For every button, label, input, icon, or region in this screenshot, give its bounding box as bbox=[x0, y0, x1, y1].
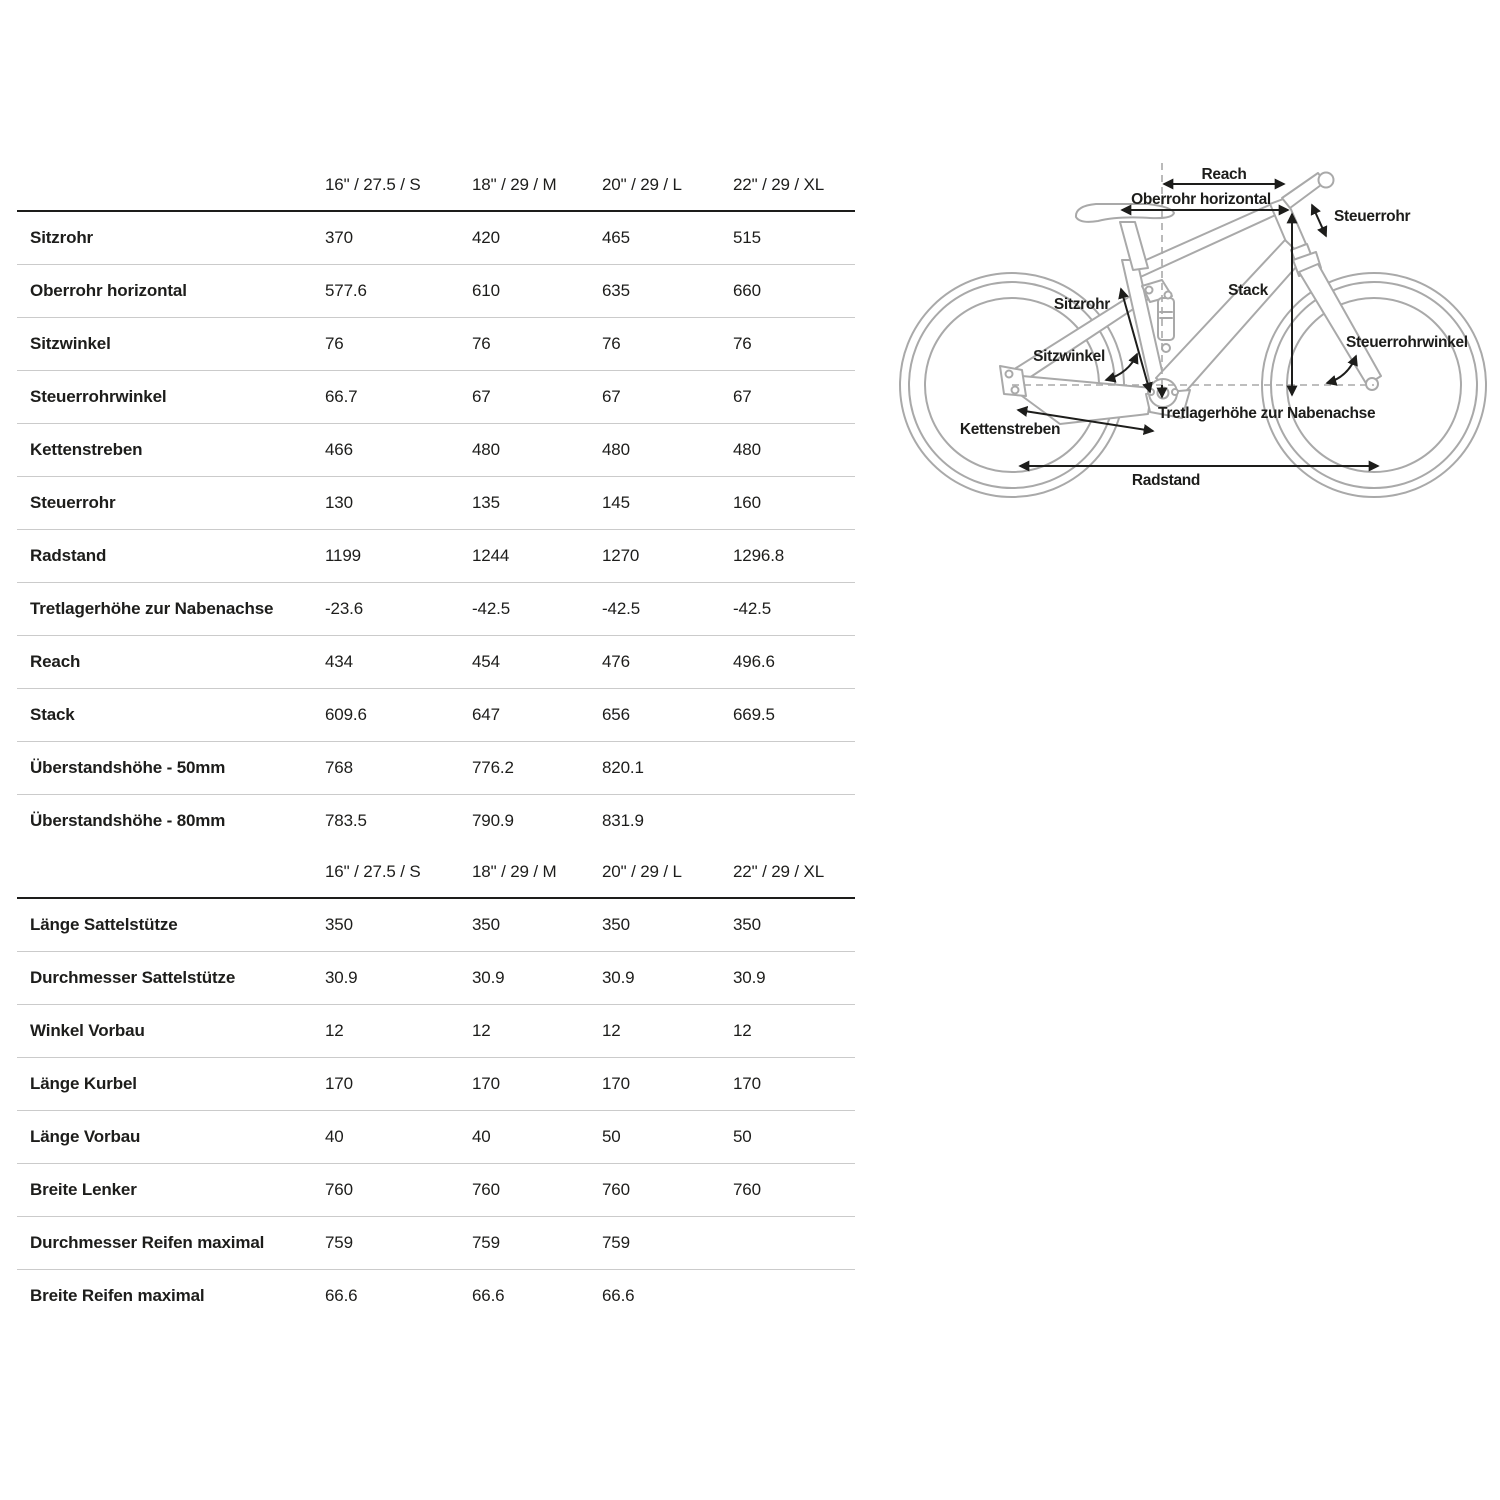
row-label: Steuerrohrwinkel bbox=[17, 371, 325, 424]
cell-value: 67 bbox=[602, 371, 733, 424]
cell-value: -42.5 bbox=[472, 583, 602, 636]
column-header: 18" / 29 / M bbox=[472, 847, 602, 898]
table-row bbox=[17, 424, 855, 477]
cell-value: -42.5 bbox=[733, 583, 855, 636]
cell-value: 759 bbox=[325, 1217, 472, 1270]
table-row bbox=[17, 795, 855, 848]
cell-value bbox=[733, 1270, 855, 1323]
row-label: Überstandshöhe - 50mm bbox=[17, 742, 325, 795]
cell-value: 170 bbox=[325, 1058, 472, 1111]
fork bbox=[1291, 244, 1381, 390]
table-row bbox=[17, 211, 855, 265]
cell-value: 759 bbox=[602, 1217, 733, 1270]
cell-value: 480 bbox=[472, 424, 602, 477]
cell-value: 66.6 bbox=[472, 1286, 505, 1305]
column-header: 16" / 27.5 / S bbox=[325, 847, 472, 898]
row-label: Länge Sattelstütze bbox=[17, 898, 325, 952]
cell-value: -23.6 bbox=[325, 583, 472, 636]
cell-value: 760 bbox=[602, 1164, 733, 1217]
cell-value: 145 bbox=[602, 477, 733, 530]
cell-value: 609.6 bbox=[325, 689, 472, 742]
row-label: Oberrohr horizontal bbox=[17, 265, 325, 318]
cell-value: 790.9 bbox=[472, 811, 514, 830]
cell-value: 50 bbox=[602, 1111, 733, 1164]
cell-value: 370 bbox=[325, 211, 472, 265]
table-row bbox=[17, 1005, 855, 1058]
cell-value: 67 bbox=[472, 371, 602, 424]
cell-value: 350 bbox=[602, 898, 733, 952]
column-header: 16" / 27.5 / S bbox=[325, 160, 472, 211]
table-row bbox=[17, 689, 855, 742]
cell-value: 30.9 bbox=[602, 952, 733, 1005]
table-row bbox=[17, 1270, 855, 1323]
label-sitzrohr: Sitzrohr bbox=[1053, 296, 1110, 313]
cell-value: 420 bbox=[472, 211, 602, 265]
table-row bbox=[17, 318, 855, 371]
table-header-row bbox=[17, 160, 855, 211]
cell-value: 12 bbox=[472, 1005, 602, 1058]
cell-value bbox=[733, 1217, 855, 1270]
cell-value: 610 bbox=[472, 265, 602, 318]
table-row bbox=[17, 1217, 855, 1270]
cell-value: 76 bbox=[325, 318, 472, 371]
label-radstand: Radstand bbox=[1131, 472, 1201, 489]
cell-value: 776.2 bbox=[472, 742, 602, 795]
table-row bbox=[17, 265, 855, 318]
cell-value: 454 bbox=[472, 636, 602, 689]
row-label: Überstandshöhe - 80mm bbox=[30, 811, 226, 830]
row-label: Durchmesser Sattelstütze bbox=[17, 952, 325, 1005]
row-label: Länge Kurbel bbox=[17, 1058, 325, 1111]
cell-value: 635 bbox=[602, 265, 733, 318]
label-stack: Stack bbox=[1228, 282, 1268, 299]
cell-value: 67 bbox=[733, 371, 855, 424]
row-label: Durchmesser Reifen maximal bbox=[17, 1217, 325, 1270]
cell-value: 30.9 bbox=[472, 952, 602, 1005]
label-steuerrohrwinkel: Steuerrohrwinkel bbox=[1346, 334, 1468, 351]
stem-and-handlebar bbox=[1282, 173, 1334, 209]
column-header-empty bbox=[17, 160, 325, 211]
cell-value: 350 bbox=[733, 898, 855, 952]
cell-value bbox=[733, 742, 855, 795]
label-oberrohr: Oberrohr horizontal bbox=[1131, 191, 1271, 208]
cell-value: 496.6 bbox=[733, 636, 855, 689]
cell-value: 759 bbox=[472, 1217, 602, 1270]
label-steuerrohr: Steuerrohr bbox=[1334, 208, 1411, 225]
geometry-tables bbox=[17, 160, 855, 1322]
steuerrohr-arrow bbox=[1312, 205, 1326, 236]
cell-value: 465 bbox=[602, 211, 733, 265]
table-row bbox=[17, 636, 855, 689]
cell-value: 831.9 bbox=[602, 811, 644, 830]
row-label: Breite Lenker bbox=[17, 1164, 325, 1217]
cell-value: 30.9 bbox=[325, 952, 472, 1005]
column-header-empty bbox=[17, 847, 325, 898]
cell-value: 577.6 bbox=[325, 265, 472, 318]
row-label: Länge Vorbau bbox=[17, 1111, 325, 1164]
cell-value: 12 bbox=[325, 1005, 472, 1058]
row-label: Tretlagerhöhe zur Nabenachse bbox=[17, 583, 325, 636]
label-tretlager: Tretlagerhöhe zur Nabenachse bbox=[1158, 405, 1376, 422]
table-row bbox=[17, 477, 855, 530]
cell-value: 160 bbox=[733, 477, 855, 530]
frame-geometry-table bbox=[17, 160, 855, 847]
cell-value: 656 bbox=[602, 689, 733, 742]
cell-value: 66.6 bbox=[602, 1286, 635, 1305]
cell-value: 480 bbox=[602, 424, 733, 477]
table-row bbox=[17, 583, 855, 636]
label-kettenstreben: Kettenstreben bbox=[959, 421, 1061, 438]
table-row bbox=[17, 530, 855, 583]
row-label: Steuerrohr bbox=[17, 477, 325, 530]
cell-value: 760 bbox=[472, 1164, 602, 1217]
row-label: Breite Reifen maximal bbox=[30, 1286, 205, 1305]
cell-value: 40 bbox=[472, 1111, 602, 1164]
table-row bbox=[17, 742, 855, 795]
row-label: Sitzrohr bbox=[17, 211, 325, 265]
label-sitzwinkel: Sitzwinkel bbox=[1033, 348, 1105, 365]
cell-value: 768 bbox=[325, 742, 472, 795]
cell-value: -42.5 bbox=[602, 583, 733, 636]
cell-value: 1199 bbox=[325, 530, 472, 583]
cell-value: 40 bbox=[325, 1111, 472, 1164]
column-header: 20" / 29 / L bbox=[602, 160, 733, 211]
column-header: 22" / 29 / XL bbox=[733, 160, 855, 211]
row-label: Stack bbox=[17, 689, 325, 742]
table-row bbox=[17, 1058, 855, 1111]
cell-value: 76 bbox=[733, 318, 855, 371]
table-row bbox=[17, 1164, 855, 1217]
row-label: Sitzwinkel bbox=[17, 318, 325, 371]
row-label: Winkel Vorbau bbox=[17, 1005, 325, 1058]
column-header: 20" / 29 / L bbox=[602, 847, 733, 898]
label-reach: Reach bbox=[1201, 166, 1247, 183]
cell-value: 660 bbox=[733, 265, 855, 318]
column-header: 18" / 29 / M bbox=[472, 160, 602, 211]
cell-value: 350 bbox=[472, 898, 602, 952]
cell-value: 66.6 bbox=[325, 1286, 358, 1305]
cell-value: 12 bbox=[602, 1005, 733, 1058]
cell-value: 1244 bbox=[472, 530, 602, 583]
cell-value: 476 bbox=[602, 636, 733, 689]
cell-value: 669.5 bbox=[733, 689, 855, 742]
cell-value: 1296.8 bbox=[733, 530, 855, 583]
cell-value: 820.1 bbox=[602, 742, 733, 795]
cell-value: 647 bbox=[472, 689, 602, 742]
table-row bbox=[17, 898, 855, 952]
cell-value bbox=[733, 795, 855, 848]
bike-geometry-diagram bbox=[890, 148, 1500, 520]
table-header-row bbox=[17, 847, 855, 898]
dimension-arrows bbox=[1018, 184, 1378, 466]
column-header: 22" / 29 / XL bbox=[733, 847, 855, 898]
cell-value: 350 bbox=[325, 898, 472, 952]
cell-value: 760 bbox=[325, 1164, 472, 1217]
table-row bbox=[17, 952, 855, 1005]
cell-value: 466 bbox=[325, 424, 472, 477]
cell-value: 50 bbox=[733, 1111, 855, 1164]
cell-value: 480 bbox=[733, 424, 855, 477]
cell-value: 515 bbox=[733, 211, 855, 265]
cell-value: 170 bbox=[602, 1058, 733, 1111]
row-label: Reach bbox=[17, 636, 325, 689]
cell-value: 30.9 bbox=[733, 952, 855, 1005]
table-row bbox=[17, 371, 855, 424]
cell-value: 76 bbox=[602, 318, 733, 371]
row-label: Kettenstreben bbox=[17, 424, 325, 477]
cell-value: 170 bbox=[472, 1058, 602, 1111]
cell-value: 783.5 bbox=[325, 811, 367, 830]
cell-value: 135 bbox=[472, 477, 602, 530]
cell-value: 1270 bbox=[602, 530, 733, 583]
row-label: Radstand bbox=[17, 530, 325, 583]
cell-value: 170 bbox=[733, 1058, 855, 1111]
cell-value: 76 bbox=[472, 318, 602, 371]
component-geometry-table bbox=[17, 847, 855, 1322]
cell-value: 434 bbox=[325, 636, 472, 689]
cell-value: 130 bbox=[325, 477, 472, 530]
cell-value: 12 bbox=[733, 1005, 855, 1058]
table-row bbox=[17, 1111, 855, 1164]
cell-value: 760 bbox=[733, 1164, 855, 1217]
cell-value: 66.7 bbox=[325, 371, 472, 424]
